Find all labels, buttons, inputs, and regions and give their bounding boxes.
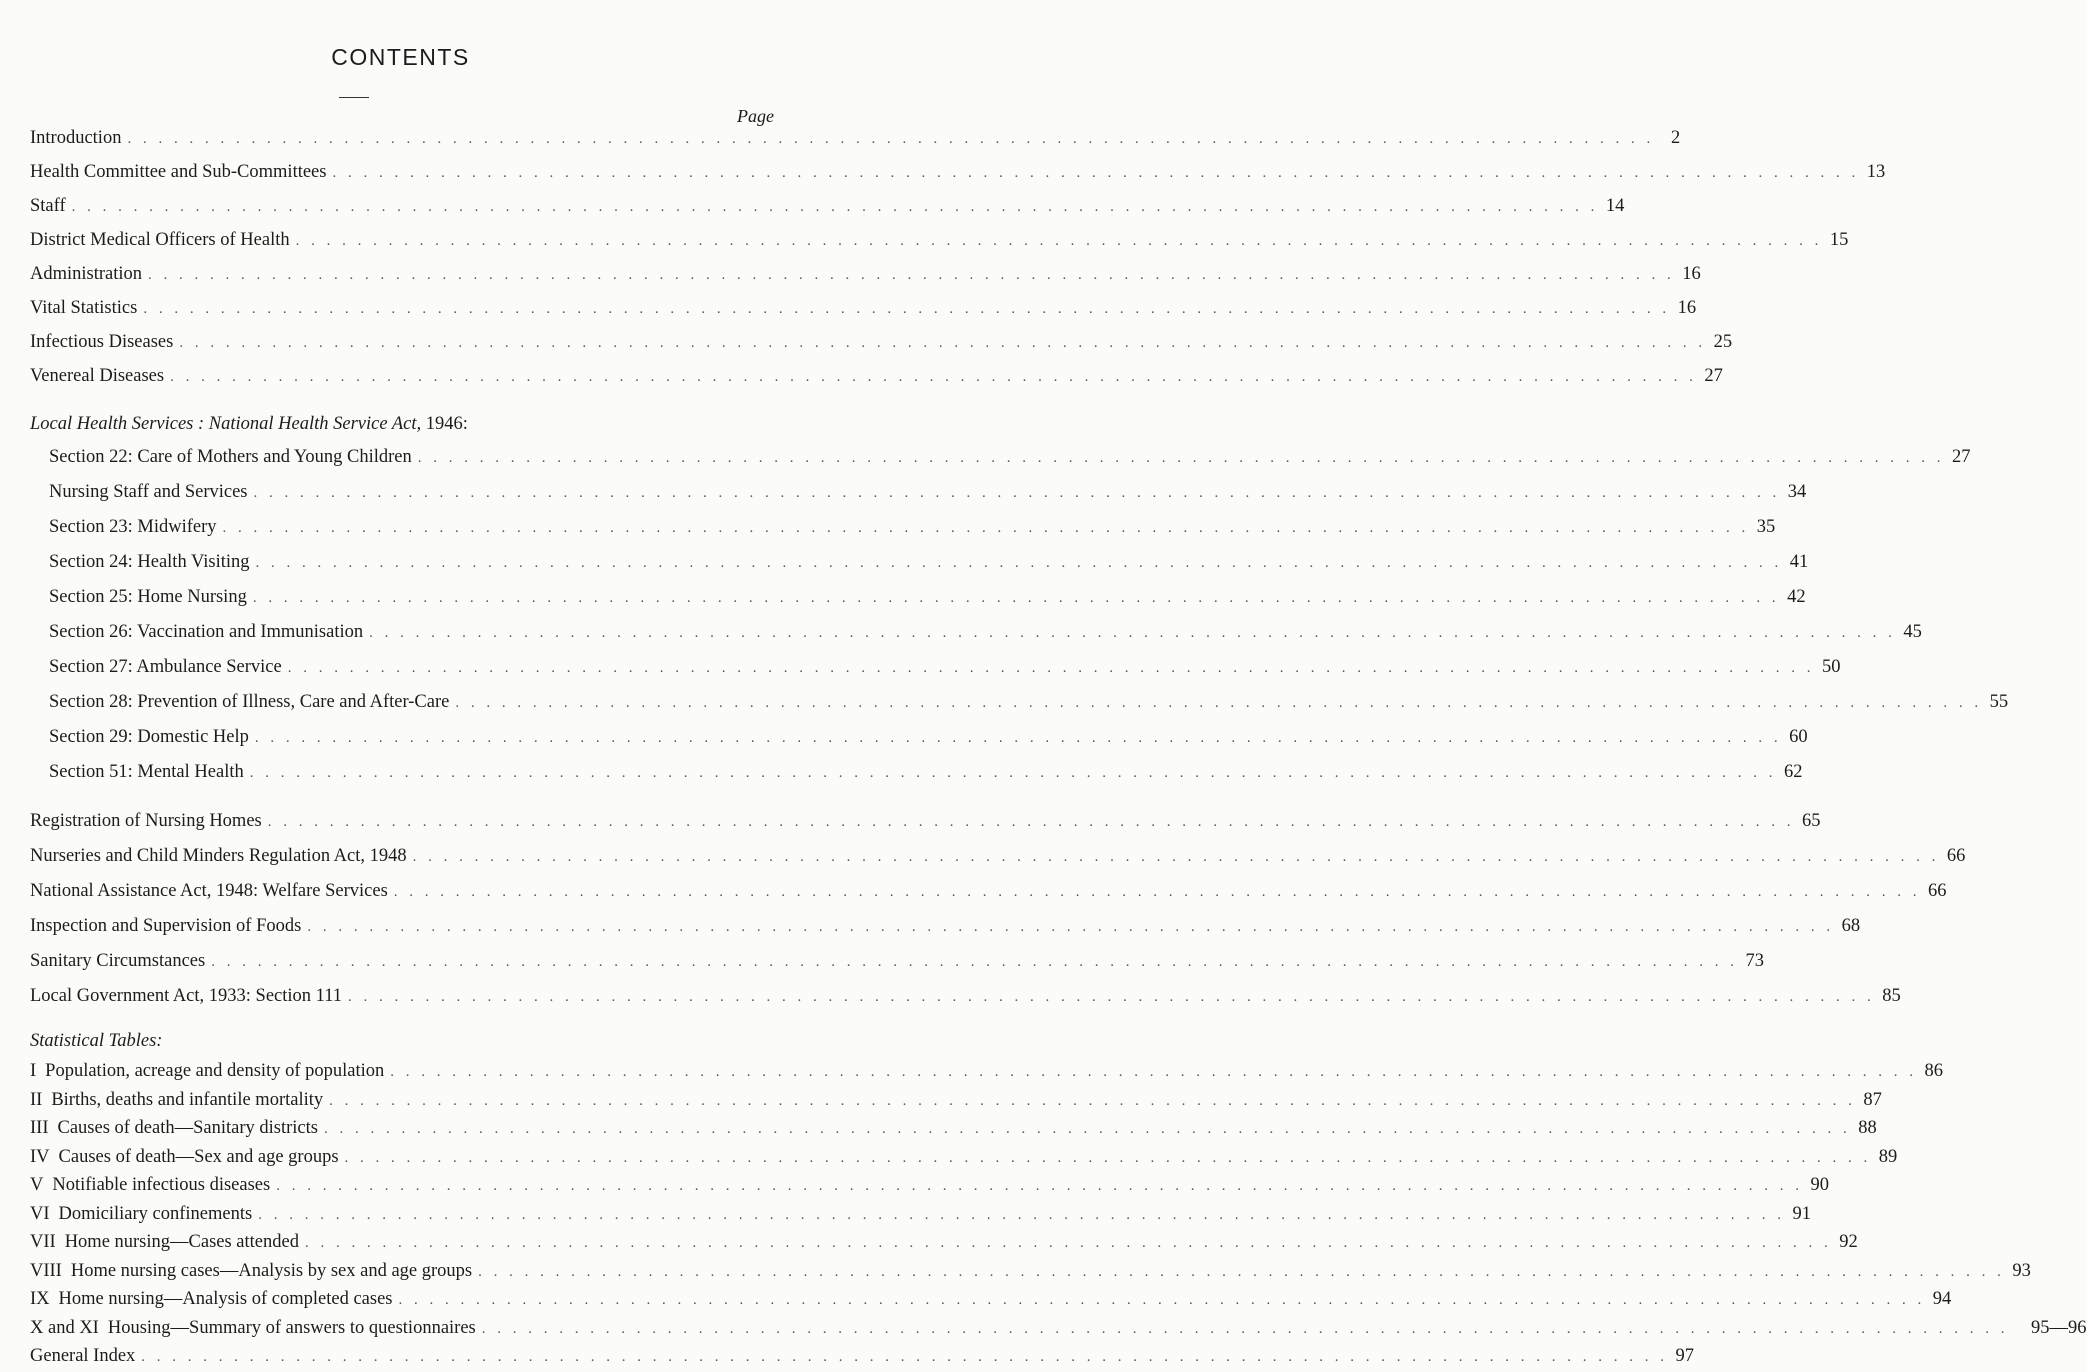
toc-entry[interactable] xyxy=(30,951,1764,977)
entry-page: 65 xyxy=(1802,811,1821,831)
table-entry[interactable] xyxy=(30,1089,1882,1116)
entry-page: 55 xyxy=(1989,692,2009,712)
section-heading-local-health: Local Health Services : National Health Service Act, 1946: xyxy=(30,414,468,434)
leader-dots: . . . . . . . . . . . . . . . . . . . . . . . . . . . . . . . . . . . . . . . . . . . . . . . . . . . . . . . . . . . . . . . . . . . . . . . . . . . . . . . . . . . . . . . . . . . . . . . . . . . xyxy=(398,1292,1926,1308)
toc-entry[interactable] xyxy=(49,447,1971,473)
entry-page: 93 xyxy=(2012,1260,2031,1281)
entry-page: 14 xyxy=(1605,196,1625,216)
leader-dots: . . . . . . . . . . . . . . . . . . . . . . . . . . . . . . . . . . . . . . . . . . . . . . . . . . . . . . . . . . . . . . . . . . . . . . . . . . . . . . . . . . . . . . . . . . . . . . . . . . . xyxy=(478,1263,2005,1280)
leader-dots: . . . . . . . . . . . . . . . . . . . . . . . . . . . . . . . . . . . . . . . . . . . . . . . . . . . . . . . . . . . . . . . . . . . . . . . . . . . . . . . . . . . . . . . . . . . . . . . . . . . xyxy=(412,849,1940,865)
toc-entry[interactable] xyxy=(30,332,1733,358)
leader-dots: . . . . . . . . . . . . . . . . . . . . . . . . . . . . . . . . . . . . . . . . . . . . . . . . . . . . . . . . . . . . . . . . . . . . . . . . . . . . . . . . . . . . . . . . . . . . . . . . . . . xyxy=(393,884,1921,900)
toc-entry[interactable] xyxy=(49,517,1776,543)
entry-page: 15 xyxy=(1829,230,1849,250)
leader-dots: . . . . . . . . . . . . . . . . . . . . . . . . . . . . . . . . . . . . . . . . . . . . . . . . . . . . . . . . . . . . . . . . . . . . . . . . . . . . . . . . . . . . . . . . . . . . . . . . . . . xyxy=(344,1149,1872,1166)
leader-dots: . . . . . . . . . . . . . . . . . . . . . . . . . . . . . . . . . . . . . . . . . . . . . . . . . . . . . . . . . . . . . . . . . . . . . . . . . . . . . . . . . . . . . . . . . . . . . . . . . . . xyxy=(71,199,1599,215)
entry-page: 89 xyxy=(1878,1146,1898,1167)
entry-label: Section 23: Midwifery xyxy=(49,517,217,537)
entry-label: District Medical Officers of Health xyxy=(30,230,290,250)
leader-dots: . . . . . . . . . . . . . . . . . . . . . . . . . . . . . . . . . . . . . . . . . . . . . . . . . . . . . . . . . . . . . . . . . . . . . . . . . . . . . . . . . . . . . . . . . . . . . . . . . . . xyxy=(211,954,1738,970)
table-number: III xyxy=(30,1118,49,1138)
entry-label: Staff xyxy=(30,196,66,216)
leader-dots: . . . . . . . . . . . . . . . . . . . . . . . . . . . . . . . . . . . . . . . . . . . . . . . . . . . . . . . . . . . . . . . . . . . . . . . . . . . . . . . . . . . . . . . . . . . . . . . . . . . xyxy=(252,590,1780,606)
leader-dots: . . . . . . . . . . . . . . . . . . . . . . . . . . . . . . . . . . . . . . . . . . . . . . . . . . . . . . . . . . . . . . . . . . . . . . . . . . . . . . . . . . . . . . . . . . . . . . . . . . . xyxy=(170,369,1697,385)
leader-dots: . . . . . . . . . . . . . . . . . . . . . . . . . . . . . . . . . . . . . . . . . . . . . . . . . . . . . . . . . . . . . . . . . . . . . . . . . . . . . . . . . . . . . . . . . . . . . . . . . . . xyxy=(143,301,1671,317)
leader-dots: . . . . . . . . . . . . . . . . . . . . . . . . . . . . . . . . . . . . . . . . . . . . . . . . . . . . . . . . . . . . . . . . . . . . . . . . . . . . . . . . . . . . . . . . . . . . . . . . . . . xyxy=(222,520,1750,536)
entry-page: 62 xyxy=(1783,762,1803,782)
table-entry[interactable] xyxy=(30,1289,1952,1315)
leader-dots: . . . . . . . . . . . . . . . . . . . . . . . . . . . . . . . . . . . . . . . . . . . . . . . . . . . . . . . . . . . . . . . . . . . . . . . . . . . . . . . . . . . . . . . . . . . . . . . . . . . xyxy=(304,1235,1832,1251)
entry-label: Domiciliary confinements xyxy=(58,1203,253,1224)
leader-dots: . . . . . . . . . . . . . . . . . . . . . . . . . . . . . . . . . . . . . . . . . . . . . . . . . . . . . . . . . . . . . . . . . . . . . . . . . . . . . . . . . . . . . . . . . . . . . . . . . . . xyxy=(369,625,1896,641)
entry-label: Vital Statistics xyxy=(30,298,138,318)
leader-dots: . . . . . . . . . . . . . . . . . . . . . . . . . . . . . . . . . . . . . . . . . . . . . . . . . . . . . . . . . . . . . . . . . . . . . . . . . . . . . . . . . . . . . . . . . . . . . . . . . . . xyxy=(267,814,1795,830)
entry-page: 34 xyxy=(1787,482,1807,502)
table-entry[interactable] xyxy=(30,1118,1877,1144)
toc-entry[interactable] xyxy=(30,298,1697,324)
toc-entry[interactable] xyxy=(49,552,1809,578)
entry-label: Births, deaths and infantile mortality xyxy=(51,1089,324,1110)
leader-dots: . . . . . . . . . . . . . . . . . . . . . . . . . . . . . . . . . . . . . . . . . . . . . . . . . . . . . . . . . . . . . . . . . . . . . . . . . . . . . . . . . . . . . . . . . . . . . . . . . . . xyxy=(148,267,1675,283)
entry-page: 42 xyxy=(1787,587,1806,607)
entry-label: Housing—Summary of answers to questionnaires xyxy=(107,1317,476,1338)
table-entry[interactable] xyxy=(30,1203,1811,1230)
entry-label: Section 28: Prevention of Illness, Care and After-Care xyxy=(49,692,450,712)
toc-entry[interactable] xyxy=(30,881,1947,907)
toc-entry-general-index[interactable] xyxy=(30,1346,1695,1372)
table-number: VII xyxy=(30,1232,56,1252)
toc-entry[interactable] xyxy=(30,128,1681,154)
entry-page: 66 xyxy=(1928,881,1947,901)
entry-page: 50 xyxy=(1821,657,1841,677)
entry-label: National Assistance Act, 1948: Welfare Services xyxy=(30,881,388,901)
entry-page: 2 xyxy=(1670,128,1681,148)
page-column-header: Page xyxy=(737,106,774,126)
entry-page: 16 xyxy=(1677,298,1697,318)
table-entry[interactable] xyxy=(30,1260,2031,1287)
entry-label: Administration xyxy=(30,264,143,284)
entry-page: 90 xyxy=(1810,1175,1829,1195)
entry-label: Local Government Act, 1933: Section 111 xyxy=(30,986,343,1006)
entry-label: Section 24: Health Visiting xyxy=(49,552,250,572)
leader-dots: . . . . . . . . . . . . . . . . . . . . . . . . . . . . . . . . . . . . . . . . . . . . . . . . . . . . . . . . . . . . . . . . . . . . . . . . . . . . . . . . . . . . . . . . . . . . . . . . . . . xyxy=(276,1178,1803,1194)
toc-entry[interactable] xyxy=(30,366,1723,392)
entry-page: 85 xyxy=(1882,986,1901,1006)
leader-dots: . . . . . . . . . . . . . . . . . . . . . . . . . . . . . . . . . . . . . . . . . . . . . . . . . . . . . . . . . . . . . . . . . . . . . . . . . . . . . . . . . . . . . . . . . . . . . . . . . . . xyxy=(332,165,1860,181)
table-number: X and XI xyxy=(30,1317,99,1338)
table-entry[interactable] xyxy=(30,1175,1829,1201)
toc-entry[interactable] xyxy=(30,230,1849,256)
entry-label: Section 26: Vaccination and Immunisation xyxy=(49,622,364,642)
toc-entry[interactable] xyxy=(49,657,1841,683)
entry-label: Section 22: Care of Mothers and Young Children xyxy=(49,447,412,467)
leader-dots: . . . . . . . . . . . . . . . . . . . . . . . . . . . . . . . . . . . . . . . . . . . . . . . . . . . . . . . . . . . . . . . . . . . . . . . . . . . . . . . . . . . . . . . . . . . . . . . . . . . xyxy=(287,660,1815,676)
entry-page: 73 xyxy=(1745,951,1764,971)
entry-page: 27 xyxy=(1952,447,1971,467)
entry-page: 68 xyxy=(1841,916,1861,936)
entry-label: Introduction xyxy=(30,128,122,148)
leader-dots: . . . . . . . . . . . . . . . . . . . . . . . . . . . . . . . . . . . . . . . . . . . . . . . . . . . . . . . . . . . . . . . . . . . . . . . . . . . . . . . . . . . . . . . . . . . . . . . . . . . xyxy=(127,131,1655,147)
toc-entry[interactable] xyxy=(49,622,1922,648)
leader-dots: . . . . . . . . . . . . . . . . . . . . . . . . . . . . . . . . . . . . . . . . . . . . . . . . . . . . . . . . . . . . . . . . . . . . . . . . . . . . . . . . . . . . . . . . . . . . . . . . . . . xyxy=(255,555,1783,571)
entry-label: Home nursing cases—Analysis by sex and age groups xyxy=(70,1260,473,1281)
table-entry[interactable] xyxy=(30,1146,1898,1173)
table-number: IX xyxy=(30,1289,50,1309)
table-number: V xyxy=(30,1175,44,1195)
entry-label: Sanitary Circumstances xyxy=(30,951,206,971)
leader-dots: . . . . . . . . . . . . . . . . . . . . . . . . . . . . . . . . . . . . . . . . . . . . . . . . . . . . . . . . . . . . . . . . . . . . . . . . . . . . . . . . . . . . . . . . . . . . . . . . . . . xyxy=(249,765,1777,781)
leader-dots: . . . . . . . . . . . . . . . . . . . . . . . . . . . . . . . . . . . . . . . . . . . . . . . . . . . . . . . . . . . . . . . . . . . . . . . . . . . . . . . . . . . . . . . . . . . . . . . . . . . xyxy=(295,233,1823,249)
entry-page: 45 xyxy=(1903,622,1922,642)
entry-label: Section 27: Ambulance Service xyxy=(49,657,282,677)
entry-label: Causes of death—Sanitary districts xyxy=(57,1118,318,1138)
toc-entry[interactable] xyxy=(49,482,1807,508)
leader-dots: . . . . . . . . . . . . . . . . . . . . . . . . . . . . . . . . . . . . . . . . . . . . . . . . . . . . . . . . . . . . . . . . . . . . . . . . . . . . . . . . . . . . . . . . . . . . . . . . . . . xyxy=(323,1121,1851,1137)
entry-label: General Index xyxy=(30,1346,136,1366)
toc-entry[interactable] xyxy=(49,727,1808,753)
entry-label: Registration of Nursing Homes xyxy=(30,811,262,831)
leader-dots: . . . . . . . . . . . . . . . . . . . . . . . . . . . . . . . . . . . . . . . . . . . . . . . . . . . . . . . . . . . . . . . . . . . . . . . . . . . . . . . . . . . . . . . . . . . . . . . . . . . xyxy=(179,335,1707,351)
entry-page: 91 xyxy=(1792,1203,1811,1224)
toc-entry[interactable] xyxy=(30,811,1821,837)
leader-dots: . . . . . . . . . . . . . . . . . . . . . . . . . . . . . . . . . . . . . . . . . . . . . . . . . . . . . . . . . . . . . . . . . . . . . . . . . . . . . . . . . . . . . . . . . . . . . . . . . . . xyxy=(329,1092,1856,1109)
entry-label: Home nursing—Analysis of completed cases xyxy=(58,1289,393,1309)
entry-page: 66 xyxy=(1946,846,1966,866)
leader-dots: . . . . . . . . . . . . . . . . . . . . . . . . . . . . . . . . . . . . . . . . . . . . . . . . . . . . . . . . . . . . . . . . . . . . . . . . . . . . . . . . . . . . . . . . . . . . . . . . . . . xyxy=(417,450,1945,466)
toc-entry[interactable] xyxy=(30,916,1861,942)
toc-entry[interactable] xyxy=(49,692,2009,718)
toc-entry[interactable] xyxy=(30,986,1901,1012)
entry-label: Population, acreage and density of population xyxy=(45,1061,385,1081)
toc-entry[interactable] xyxy=(30,846,1966,872)
entry-label: Venereal Diseases xyxy=(30,366,165,386)
entry-page: 86 xyxy=(1924,1061,1944,1081)
entry-label: Health Committee and Sub-Committees xyxy=(30,162,327,182)
table-entry[interactable] xyxy=(30,1232,1858,1258)
table-number: II xyxy=(30,1089,43,1110)
entry-page: 16 xyxy=(1682,264,1701,284)
entry-page: 94 xyxy=(1932,1289,1952,1309)
toc-entry[interactable] xyxy=(49,587,1806,613)
title-rule xyxy=(339,97,369,98)
toc-entry[interactable] xyxy=(49,762,1803,788)
entry-label: Causes of death—Sex and age groups xyxy=(58,1146,339,1167)
entry-label: Nursing Staff and Services xyxy=(49,482,248,502)
page-title: CONTENTS xyxy=(331,44,470,70)
leader-dots: . . . . . . . . . . . . . . . . . . . . . . . . . . . . . . . . . . . . . . . . . . . . . . . . . . . . . . . . . . . . . . . . . . . . . . . . . . . . . . . . . . . . . . . . . . . . . . . . . . . xyxy=(258,1206,1785,1223)
leader-dots: . . . . . . . . . . . . . . . . . . . . . . . . . . . . . . . . . . . . . . . . . . . . . . . . . . . . . . . . . . . . . . . . . . . . . . . . . . . . . . . . . . . . . . . . . . . . . . . . . . . xyxy=(254,730,1782,746)
entry-label: Section 51: Mental Health xyxy=(49,762,244,782)
entry-page: 97 xyxy=(1675,1346,1695,1366)
table-entry[interactable] xyxy=(30,1317,2087,1344)
leader-dots: . . . . . . . . . . . . . . . . . . . . . . . . . . . . . . . . . . . . . . . . . . . . . . . . . . . . . . . . . . . . . . . . . . . . . . . . . . . . . . . . . . . . . . . . . . . . . . . . . . . xyxy=(253,485,1781,501)
entry-label: Notifiable infectious diseases xyxy=(52,1175,271,1195)
entry-page: 25 xyxy=(1713,332,1733,352)
leader-dots: . . . . . . . . . . . . . . . . . . . . . . . . . . . . . . . . . . . . . . . . . . . . . . . . . . . . . . . . . . . . . . . . . . . . . . . . . . . . . . . . . . . . . . . . . . . . . . . . . . . xyxy=(481,1320,2009,1337)
entry-label: Infectious Diseases xyxy=(30,332,174,352)
table-number: IV xyxy=(30,1146,50,1167)
leader-dots: . . . . . . . . . . . . . . . . . . . . . . . . . . . . . . . . . . . . . . . . . . . . . . . . . . . . . . . . . . . . . . . . . . . . . . . . . . . . . . . . . . . . . . . . . . . . . . . . . . . xyxy=(307,919,1835,935)
toc-entry[interactable] xyxy=(30,162,1886,188)
entry-page: 27 xyxy=(1704,366,1723,386)
section-heading-statistical-tables: Statistical Tables: xyxy=(30,1031,163,1051)
entry-page: 92 xyxy=(1839,1232,1858,1252)
toc-entry[interactable] xyxy=(30,196,1625,222)
entry-label: Inspection and Supervision of Foods xyxy=(30,916,302,936)
table-number: I xyxy=(30,1061,37,1081)
entry-label: Section 25: Home Nursing xyxy=(49,587,247,607)
leader-dots: . . . . . . . . . . . . . . . . . . . . . . . . . . . . . . . . . . . . . . . . . . . . . . . . . . . . . . . . . . . . . . . . . . . . . . . . . . . . . . . . . . . . . . . . . . . . . . . . . . . xyxy=(348,989,1875,1005)
table-number: VIII xyxy=(30,1260,62,1281)
entry-page: 95—96 xyxy=(2031,1317,2087,1338)
toc-entry[interactable] xyxy=(30,264,1701,290)
table-number: VI xyxy=(30,1203,50,1224)
entry-page: 41 xyxy=(1789,552,1809,572)
entry-page: 35 xyxy=(1756,517,1776,537)
entry-page: 87 xyxy=(1863,1089,1882,1110)
leader-dots: . . . . . . . . . . . . . . . . . . . . . . . . . . . . . . . . . . . . . . . . . . . . . . . . . . . . . . . . . . . . . . . . . . . . . . . . . . . . . . . . . . . . . . . . . . . . . . . . . . . xyxy=(390,1064,1918,1080)
entry-label: Section 29: Domestic Help xyxy=(49,727,249,747)
entry-page: 13 xyxy=(1866,162,1886,182)
entry-label: Home nursing—Cases attended xyxy=(64,1232,299,1252)
table-entry[interactable] xyxy=(30,1061,1944,1087)
entry-page: 88 xyxy=(1858,1118,1877,1138)
entry-page: 60 xyxy=(1789,727,1808,747)
entry-label: Nurseries and Child Minders Regulation Act, 1948 xyxy=(30,846,407,866)
leader-dots: . . . . . . . . . . . . . . . . . . . . . . . . . . . . . . . . . . . . . . . . . . . . . . . . . . . . . . . . . . . . . . . . . . . . . . . . . . . . . . . . . . . . . . . . . . . . . . . . . . . xyxy=(141,1349,1669,1365)
leader-dots: . . . . . . . . . . . . . . . . . . . . . . . . . . . . . . . . . . . . . . . . . . . . . . . . . . . . . . . . . . . . . . . . . . . . . . . . . . . . . . . . . . . . . . . . . . . . . . . . . . . xyxy=(455,695,1983,711)
